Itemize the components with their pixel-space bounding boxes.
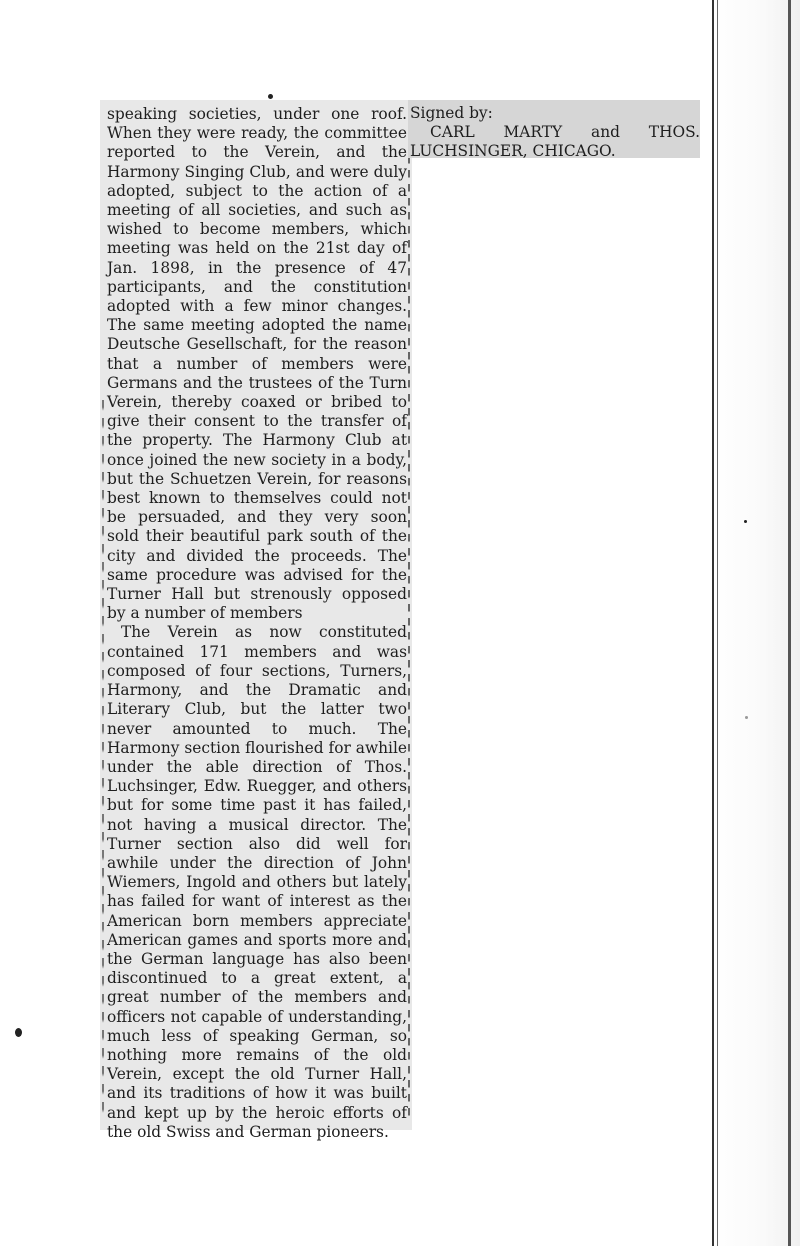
scan-speck (268, 94, 273, 99)
column-rule (408, 100, 410, 1120)
article-paragraph-2: The Verein as now constituted contained 171 members and was composed of four sections, Turners, Harmony, and the Dramatic and Literary Club, but the latter two never amounted to much. The Harmony section flourished for awhile under the able direction of Thos. Luchsinger, Edw. Ruegger, and others but for some time past it has failed, not having a musical director. The Turner section also did well for awhile under the direction of John Wiemers, Ingold and others but lately has failed for want of interest as the American born members appreciate American games and sports more and the German language has also been discontinued to a great extent, a great number of the members and officers not capable of understanding, much less of speaking German, so nothing more remains of the old Verein, except the old Turner Hall, and its traditions of how it was built and kept up by the heroic efforts of the old Swiss and German pioneers. (107, 623, 407, 1141)
signed-by-label: Signed by: (410, 104, 493, 122)
scan-speck (744, 520, 747, 523)
column-rule-left (102, 400, 104, 1120)
page-edge-shadow (708, 0, 800, 1246)
page-edge-line-outer (788, 0, 791, 1246)
scan-speck (745, 716, 748, 719)
scan-speck (15, 1028, 22, 1037)
article-paragraph-1: speaking societies, under one roof. When they were ready, the committee reported to the Verein, and the Harmony Singing Club, and were duly adopted, subject to the action of a meeting of all societies, and such as wished to become members, which meeting was held on the 21st day of Jan. 1898, in the presence of 47 participants, and the constitution adopted with a few minor changes. The same meeting adopted the name Deutsche Gesellschaft, for the reason that a number of members were Germans and the trustees of the Turn Verein, thereby coaxed or bribed to give their consent to the transfer of the property. The Harmony Club at once joined the new society in a body, but the Schuetzen Verein, for reasons best known to themselves could not be persuaded, and they very soon sold their beautiful park south of the city and divided the proceeds. The same procedure was advised for the Turner Hall but strenously opposed by a number of members (107, 105, 407, 623)
article-column (107, 105, 407, 1142)
signer-names: CARL MARTY and THOS. LUCHSINGER, CHICAGO. (410, 123, 700, 160)
page-edge-line (712, 0, 714, 1246)
page-edge-line-inner (717, 0, 718, 1246)
